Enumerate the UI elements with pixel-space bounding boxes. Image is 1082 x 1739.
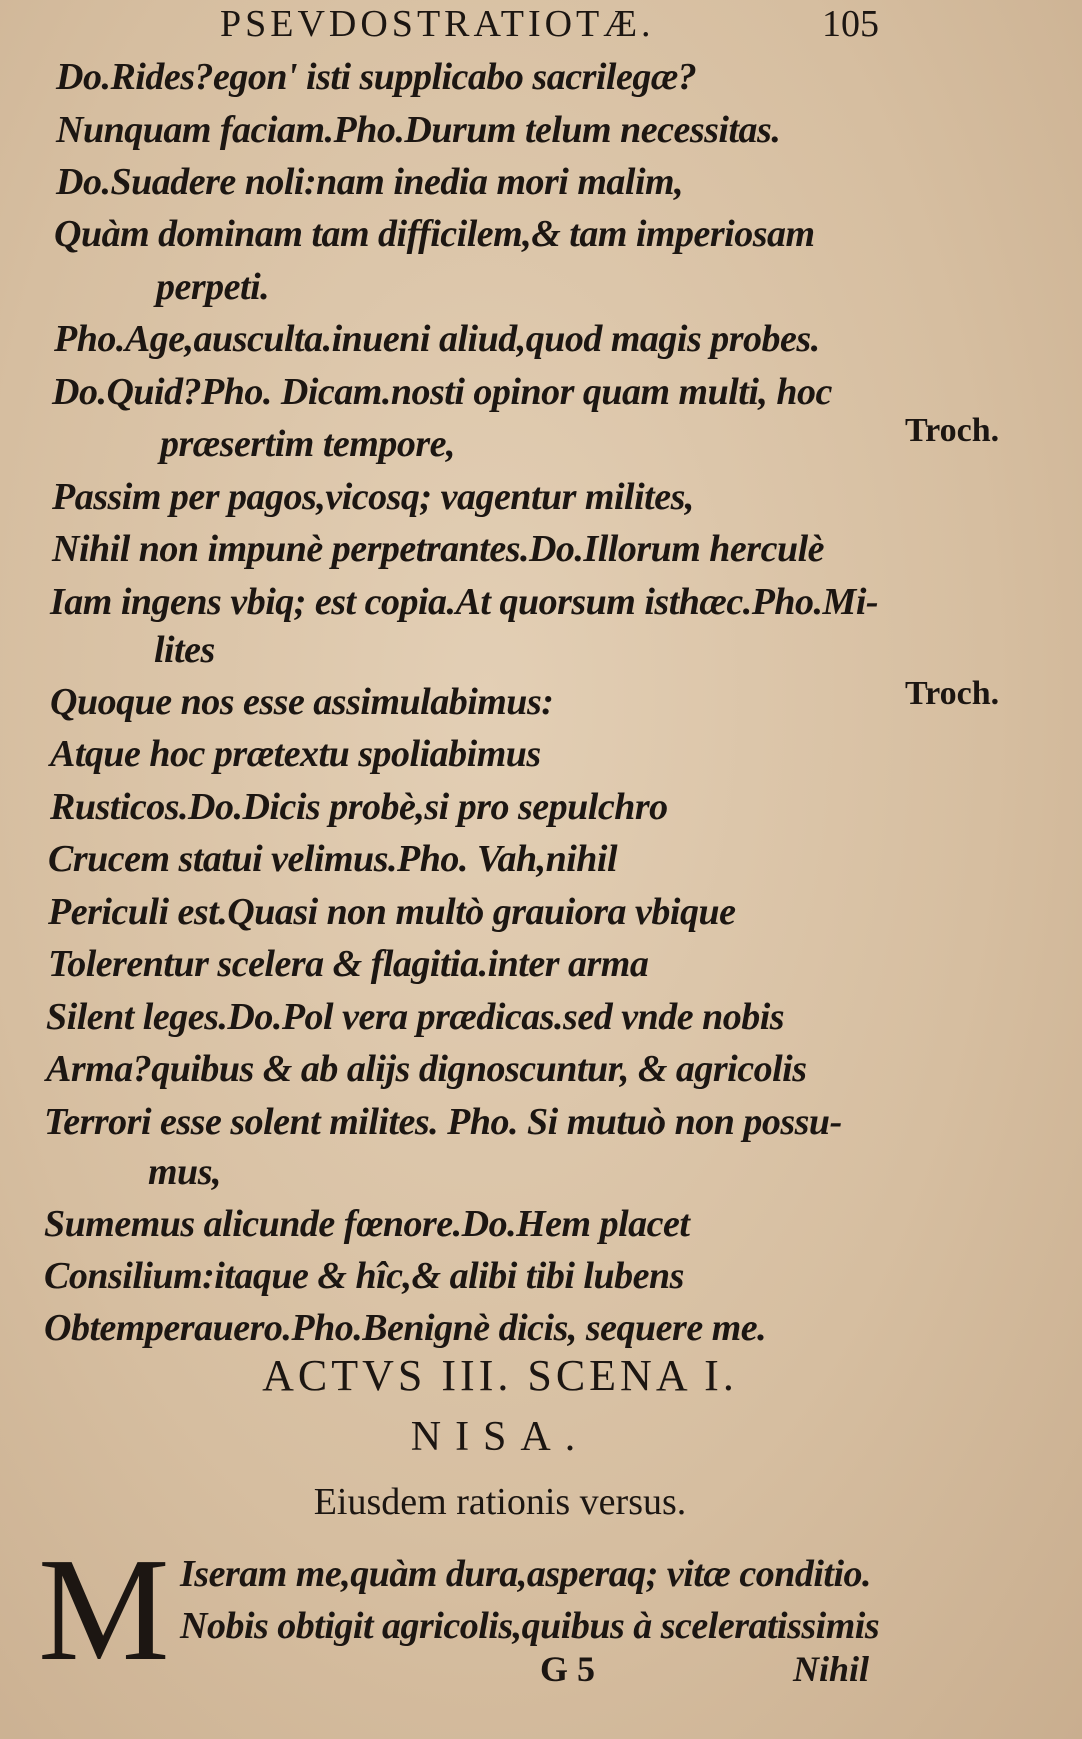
verse-line: Nobis obtigit agricolis,quibus à sceleratissimis xyxy=(180,1605,880,1647)
verse-line: Arma?quibus & ab aliјs dignoscuntur, & agricolis xyxy=(46,1048,807,1090)
verse-line-continuation: mus, xyxy=(148,1151,221,1193)
verse-line-continuation: præsertim tempore, xyxy=(160,423,455,465)
verse-line: Quoque nos esse assimulabimus: xyxy=(50,681,554,723)
verse-line: Quàm dominam tam difficilem,& tam imperiosam xyxy=(54,213,815,255)
verse-line: Terrori esse solent milites. Pho. Si mutuò non possu- xyxy=(44,1101,842,1143)
section-subheading: Eiusdem rationis versus. xyxy=(313,1481,687,1523)
verse-line: Pho.Age,ausculta.inueni aliud,quod magis probes. xyxy=(54,318,820,360)
signature-mark: G 5 xyxy=(540,1649,596,1689)
verse-line: Silent leges.Do.Pol vera prædicas.sed vnde nobis xyxy=(46,996,785,1038)
verse-line: Iam ingens vbiq; est copia.At quorsum isthæc.Pho.Mi- xyxy=(50,581,879,623)
verse-line: Consilium:itaque & hîc,& alibi tibi lubens xyxy=(44,1255,684,1297)
verse-line: Do.Rides?egon' isti supplicabo sacrilegæ? xyxy=(56,56,697,98)
drop-cap: M xyxy=(38,1528,170,1692)
verse-line: Do.Quid?Pho. Dicam.nosti opinor quam multi, hoc xyxy=(52,371,832,413)
verse-line: Tolerentur scelera & flagitia.inter arma xyxy=(48,943,649,985)
verse-line: Iseram me,quàm dura,asperaq; vitæ conditio. xyxy=(180,1553,872,1595)
verse-line: Nunquam faciam.Pho.Durum telum necessitas. xyxy=(56,109,781,151)
margin-note: Troch. xyxy=(905,412,1000,449)
verse-line: Atque hoc prætextu spoliabimus xyxy=(50,733,541,775)
catchword: Nihil xyxy=(793,1649,870,1689)
running-title: PSEVDOSTRATIOTÆ. xyxy=(220,3,655,45)
margin-note: Troch. xyxy=(905,675,1000,712)
verse-line: Passim per pagos,vicosq; vagentur milites, xyxy=(52,476,694,518)
verse-line: Crucem statui velimus.Pho. Vah,nihil xyxy=(48,838,618,880)
verse-line: Obtemperauero.Pho.Benignè dicis, sequere me. xyxy=(44,1307,767,1349)
verse-line-continuation: perpeti. xyxy=(156,266,270,308)
speaker-heading: NISA. xyxy=(410,1414,590,1460)
act-heading: ACTVS III. SCENA I. xyxy=(262,1351,738,1400)
verse-line: Nihil non impunè perpetrantes.Do.Illorum herculè xyxy=(52,528,825,570)
verse-line: Do.Suadere noli:nam inedia mori malim, xyxy=(56,161,684,203)
verse-line-continuation: lites xyxy=(154,629,215,671)
verse-line: Rusticos.Do.Dicis probè,si pro sepulchro xyxy=(50,786,668,828)
page-number: 105 xyxy=(822,3,879,45)
verse-line: Periculi est.Quasi non multò grauiora vbique xyxy=(48,891,736,933)
verse-line: Sumemus alicunde fœnore.Do.Hem placet xyxy=(44,1203,690,1245)
